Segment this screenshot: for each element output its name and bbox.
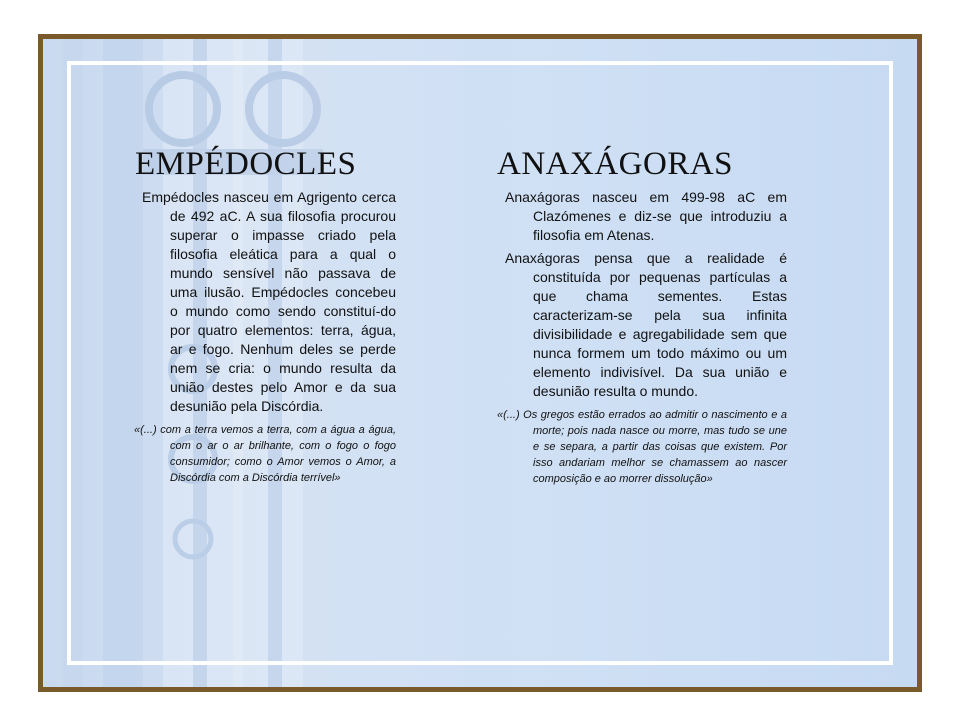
empedocles-title: EMPÉDOCLES — [135, 146, 357, 182]
anaxagoras-quote: «(...) Os gregos estão errados ao admitir o nascimento e a morte; pois nada nasce ou morre, mas tudo se une e se separa, a partir das coisas que existem. Por isso andariam melhor se chamassem ao nascer composição e ao morrer dissolução» — [497, 409, 787, 485]
empedocles-column — [134, 188, 396, 486]
empedocles-quote: «(...) com a terra vemos a terra, com a água a água, com o ar o ar brilhante, com o fogo o fogo consumidor; como o Amor vemos o Amor, a Discórdia com a Discórdia terrível» — [134, 424, 396, 484]
empedocles-paragraph: Empédocles nasceu em Agrigento cerca de 492 aC. A sua filosofia procurou superar o impasse criado pela filosofia eleática para a qual o mundo sensível não passava de uma ilusão. Empédocles concebeu o mundo como sendo constituí-do por quatro elementos: terra, água, ar e fogo. Nenhum deles se perde nem se cria: o mundo resulta da união destes pelo Amor e da sua desunião pela Discórdia. — [142, 189, 396, 414]
anaxagoras-paragraph-1: Anaxágoras nasceu em 499-98 aC em Clazómenes e diz-se que introduziu a filosofia em Atenas. — [505, 189, 787, 243]
anaxagoras-column — [497, 188, 787, 487]
anaxagoras-title: ANAXÁGORAS — [497, 146, 734, 182]
anaxagoras-paragraph-2: Anaxágoras pensa que a realidade é constituída por pequenas partículas a que chama sementes. Estas caracterizam-se pela sua infinita divisibilidade e agregabilidade sem que nunca formem um todo máximo ou um elemento indivisível. Da sua união e desunião resulta o mundo. — [505, 250, 787, 399]
